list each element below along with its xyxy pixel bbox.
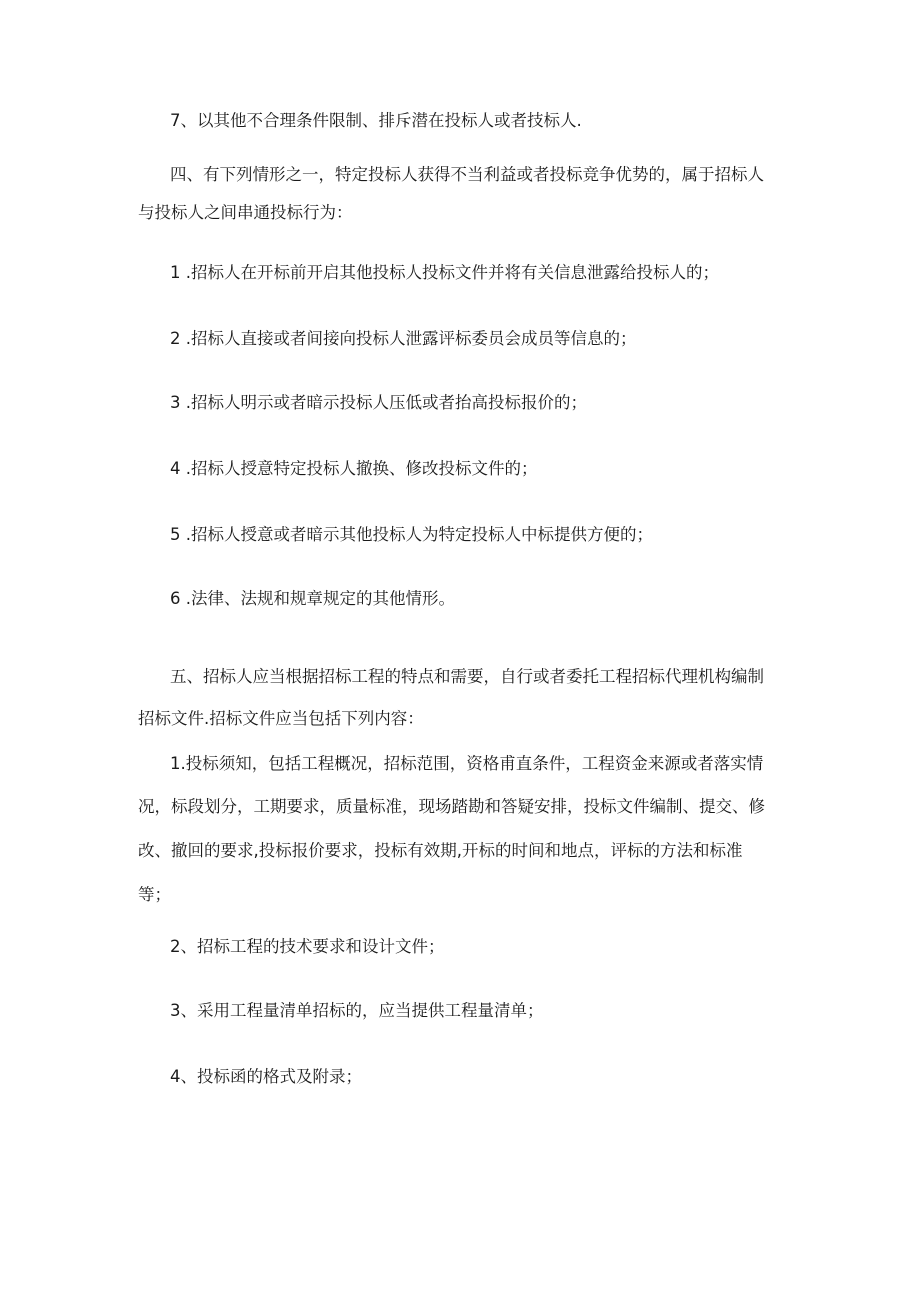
- list-item-3: 3 .招标人明示或者暗示投标人压低或者抬高投标报价的；: [170, 393, 587, 412]
- section-five-line-1: 五、招标人应当根据招标工程的特点和需要，自行或者委托工程招标代理机构编制: [170, 667, 764, 686]
- content-item-1-line-3: 改、撤回的要求,投标报价要求，投标有效期,开标的时间和地点，评标的方法和标准: [138, 841, 743, 860]
- list-item-6: 6 .法律、法规和规章规定的其他情形。: [170, 589, 455, 608]
- content-item-1-line-4: 等；: [138, 885, 171, 904]
- content-item-3: 3、采用工程量清单招标的，应当提供工程量清单；: [170, 1001, 544, 1020]
- list-item-5: 5 .招标人授意或者暗示其他投标人为特定投标人中标提供方便的；: [170, 525, 653, 544]
- content-item-1-line-2: 况，标段划分，工期要求，质量标准，现场踏勘和答疑安排，投标文件编制、提交、修: [138, 797, 765, 816]
- content-item-2: 2、招标工程的技术要求和设计文件；: [170, 937, 445, 956]
- content-item-4: 4、投标函的格式及附录；: [170, 1067, 362, 1086]
- list-item-2: 2 .招标人直接或者间接向投标人泄露评标委员会成员等信息的；: [170, 329, 637, 348]
- paragraph-item-7: 7、以其他不合理条件限制、排斥潜在投标人或者技标人.: [170, 111, 582, 130]
- content-item-1-line-1: 1.投标须知，包括工程概况，招标范围，资格甫直条件，工程资金来源或者落实情: [170, 754, 764, 773]
- section-four-line-1: 四、有下列情形之一，特定投标人获得不当利益或者投标竞争优势的，属于招标人: [170, 165, 764, 184]
- list-item-4: 4 .招标人授意特定投标人撤换、修改投标文件的；: [170, 459, 538, 478]
- section-five-line-2: 招标文件.招标文件应当包括下列内容：: [138, 709, 424, 728]
- section-four-line-2: 与投标人之间串通投标行为：: [138, 203, 353, 222]
- list-item-1: 1 .招标人在开标前开启其他投标人投标文件并将有关信息泄露给投标人的；: [170, 263, 719, 282]
